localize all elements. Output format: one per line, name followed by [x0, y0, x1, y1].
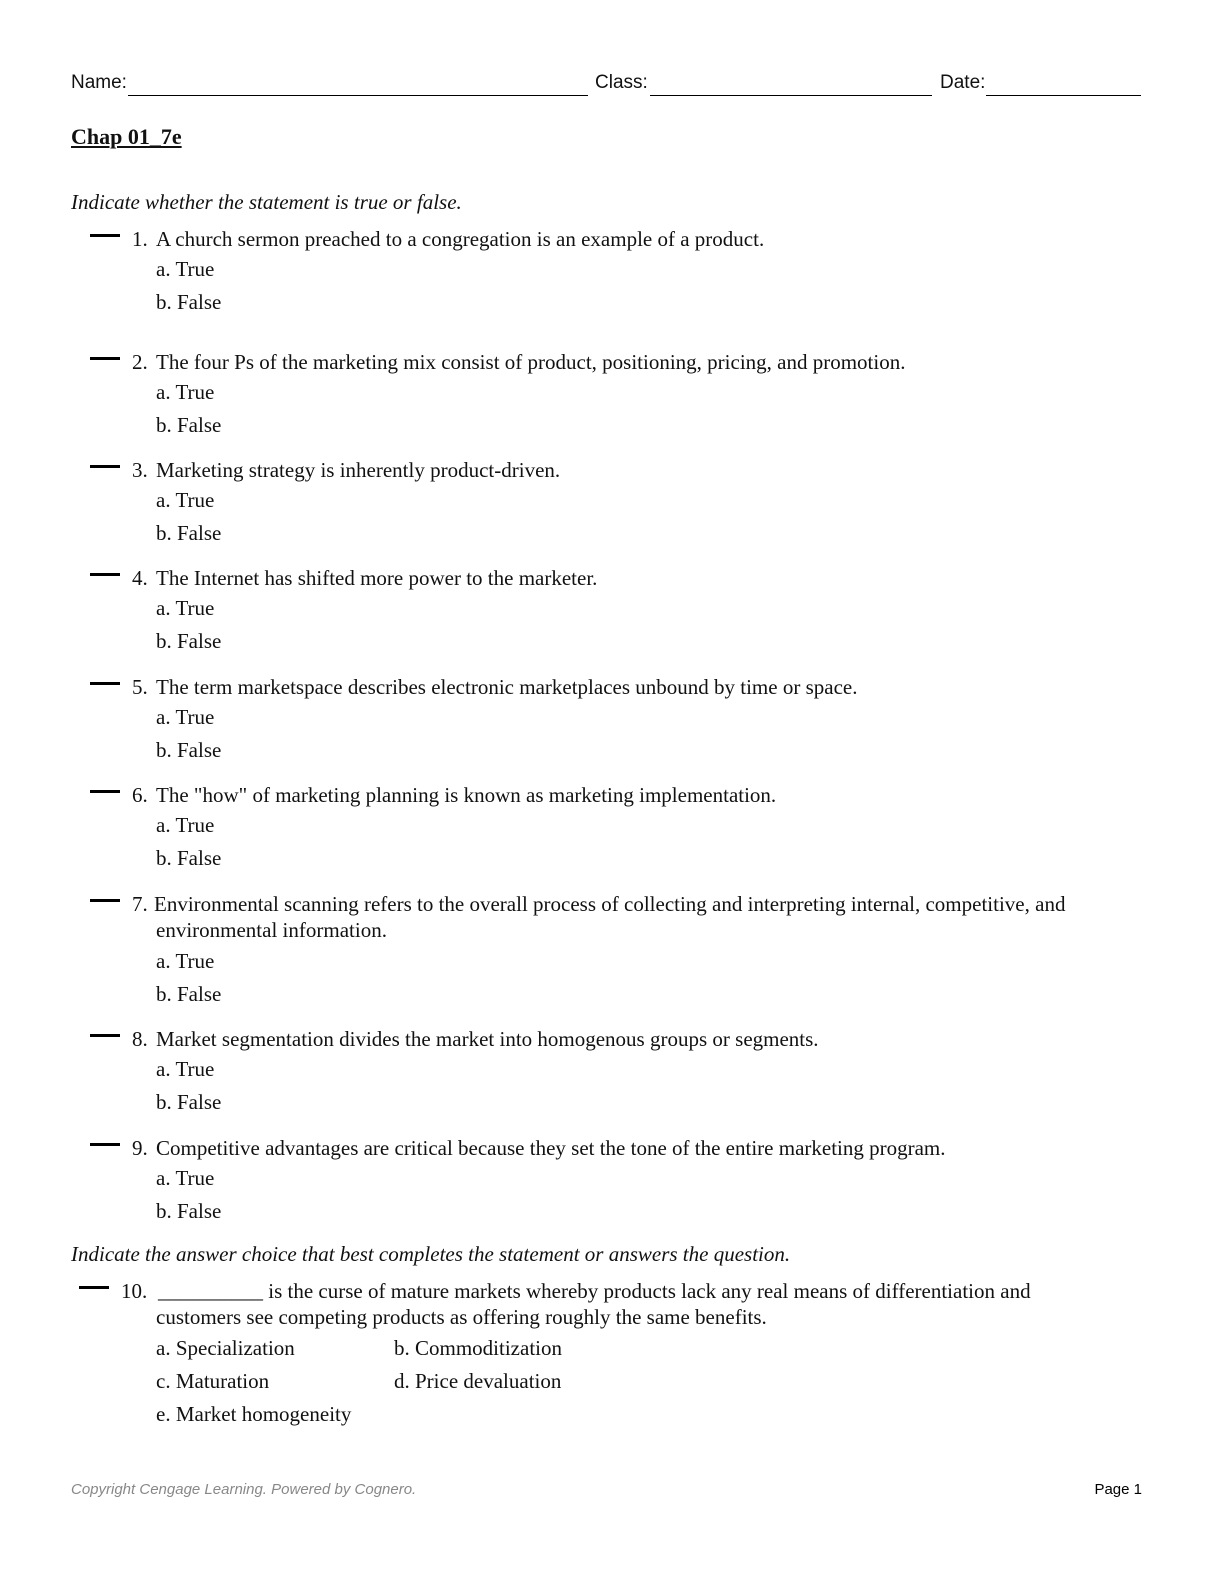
option-b: b. False [156, 521, 222, 545]
answer-blank [90, 234, 120, 237]
option-b: b. False [156, 1199, 222, 1223]
question-text [156, 1278, 1096, 1330]
answer-blank [90, 790, 120, 793]
answer-blank [90, 1034, 120, 1037]
question-text: The four Ps of the marketing mix consist of product, positioning, pricing, and promotion. [156, 350, 906, 374]
option-d: d. Price devaluation [394, 1369, 562, 1393]
option-a: a. True [156, 380, 215, 404]
question-number: 7. [132, 892, 148, 916]
question-text: Market segmentation divides the market into homogenous groups or segments. [156, 1027, 819, 1051]
question-number: 4. [132, 566, 148, 590]
class-label: Class: [595, 72, 648, 93]
option-a: a. True [156, 1166, 215, 1190]
date-underline [986, 95, 1141, 96]
option-a: a. True [156, 257, 215, 281]
option-b: b. False [156, 846, 222, 870]
question-text: The Internet has shifted more power to the marketer. [156, 566, 598, 590]
option-b: b. Commoditization [394, 1336, 562, 1360]
option-b: b. False [156, 1090, 222, 1114]
option-a: a. True [156, 1057, 215, 1081]
answer-blank [90, 465, 120, 468]
question-number: 3. [132, 458, 148, 482]
option-a: a. True [156, 705, 215, 729]
page-number: Page 1 [1094, 1481, 1142, 1498]
section-instruction-multiple-choice: Indicate the answer choice that best completes the statement or answers the question. [71, 1242, 791, 1266]
footer-copyright: Copyright Cengage Learning. Powered by Cognero. [71, 1481, 417, 1498]
question-text: Competitive advantages are critical because they set the tone of the entire marketing program. [156, 1136, 946, 1160]
question-number: 10. [121, 1279, 148, 1303]
option-a: a. True [156, 813, 215, 837]
question-number: 6. [132, 783, 148, 807]
date-field [940, 72, 985, 94]
question-text: Environmental scanning refers to the overall process of collecting and interpreting internal, competitive, and environmental information. [154, 892, 1066, 942]
name-field [71, 72, 127, 94]
question-number: 9. [132, 1136, 148, 1160]
section-instruction-true-false: Indicate whether the statement is true or false. [71, 190, 462, 214]
question-number: 1. [132, 227, 148, 251]
option-b: b. False [156, 290, 222, 314]
option-b: b. False [156, 738, 222, 762]
question-text: Marketing strategy is inherently product-driven. [156, 458, 561, 482]
class-field [595, 72, 648, 94]
answer-blank [79, 1286, 109, 1289]
class-underline [650, 95, 932, 96]
option-c: c. Maturation [156, 1369, 270, 1393]
question-number: 5. [132, 675, 148, 699]
option-e: e. Market homogeneity [156, 1402, 352, 1426]
question-text-content: __________ is the curse of mature markets whereby products lack any real means of differentiation and customers see competing products as offering roughly the same benefits. [156, 1279, 1031, 1329]
option-a: a. True [156, 488, 215, 512]
answer-blank [90, 573, 120, 576]
option-b: b. False [156, 982, 222, 1006]
question-text: A church sermon preached to a congregation is an example of a product. [156, 227, 765, 251]
name-label: Name: [71, 72, 127, 93]
option-a: a. Specialization [156, 1336, 295, 1360]
answer-blank [90, 1143, 120, 1146]
option-a: a. True [156, 949, 215, 973]
page-title: Chap 01_7e [71, 124, 182, 149]
question-text: The "how" of marketing planning is known as marketing implementation. [156, 783, 777, 807]
option-b: b. False [156, 413, 222, 437]
name-underline [128, 95, 588, 96]
question-text: The term marketspace describes electronic marketplaces unbound by time or space. [156, 675, 858, 699]
option-b: b. False [156, 629, 222, 653]
answer-blank [90, 899, 120, 902]
question-number: 2. [132, 350, 148, 374]
option-a: a. True [156, 596, 215, 620]
date-label: Date: [940, 72, 986, 93]
answer-blank [90, 357, 120, 360]
answer-blank [90, 682, 120, 685]
question-number: 8. [132, 1027, 148, 1051]
